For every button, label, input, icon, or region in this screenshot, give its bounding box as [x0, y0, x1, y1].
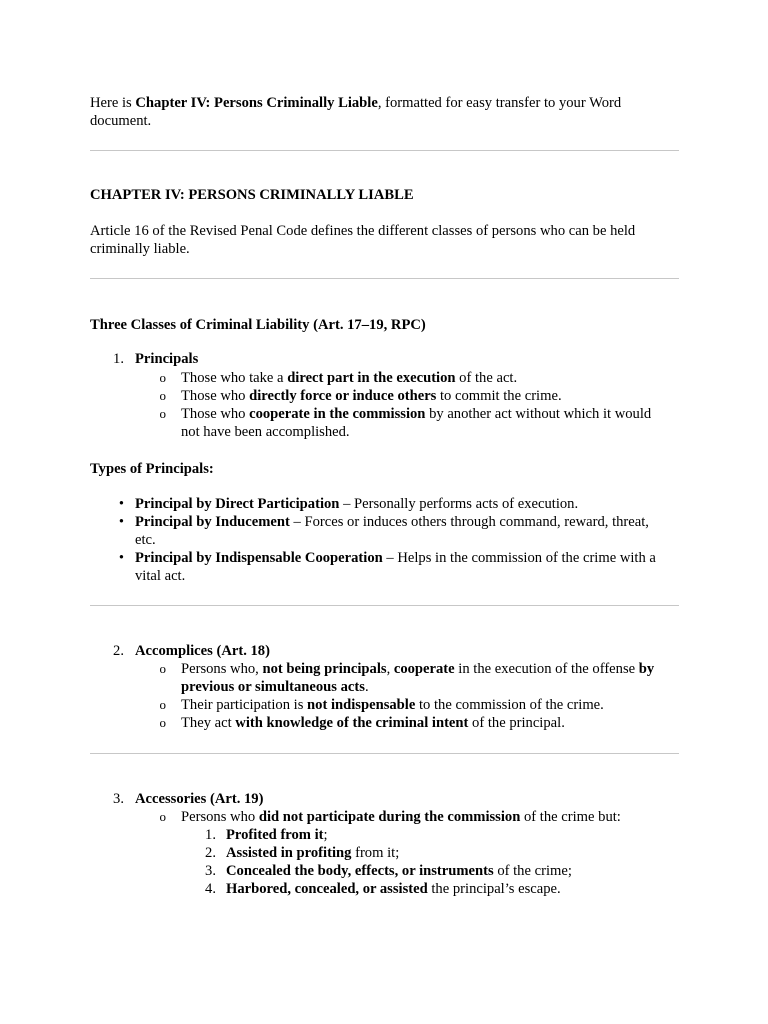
bullet: • [118, 514, 124, 530]
chapter-intro: Article 16 of the Revised Penal Code defines the different classes of persons who can be held criminally liable. [90, 223, 636, 257]
bullet: o [159, 715, 166, 730]
accessories-label: Accessories (Art. 19) [135, 791, 264, 807]
list-number: 2. [113, 643, 124, 659]
list-number: 3. [113, 791, 124, 807]
horizontal-rule [90, 605, 679, 606]
intro-paragraph [90, 94, 680, 130]
types-heading: Types of Principals: [90, 461, 214, 477]
intro-tail: , formatted for easy transfer to your Word document. [90, 95, 622, 129]
bullet: • [118, 496, 124, 512]
classes-heading: Three Classes of Criminal Liability (Art. 17–19, RPC) [90, 317, 426, 333]
bullet: • [118, 550, 124, 566]
bullet: o [159, 388, 166, 403]
bullet: o [159, 809, 166, 824]
list-number: 4. [205, 881, 216, 897]
list-number: 1. [113, 351, 124, 367]
intro-lead: Here is [90, 95, 136, 111]
list-number: 1. [205, 827, 216, 843]
list-number: 3. [205, 863, 216, 879]
accomplices-label: Accomplices (Art. 18) [135, 643, 270, 659]
bullet: o [159, 697, 166, 712]
chapter-heading: CHAPTER IV: PERSONS CRIMINALLY LIABLE [90, 187, 414, 203]
principals-label: Principals [135, 351, 199, 367]
bullet: o [159, 661, 166, 676]
bullet: o [159, 370, 166, 385]
horizontal-rule [90, 278, 679, 279]
list-number: 2. [205, 845, 216, 861]
intro-title: Chapter IV: Persons Criminally Liable [135, 95, 378, 111]
horizontal-rule [90, 753, 679, 754]
document-page: Here is Chapter IV: Persons Criminally Liable, formatted for easy transfer to your Word document. CHAPTER IV: PERSONS CRIMINALLY LIABLE Article 16 of the Revised Penal Code defines the different classes of persons who can be held criminally liable. Three Classes of Criminal Liability (Art. 17–19, RPC) 1. Principals o Those who take a direct part in the execution of the act. o Those who directly force or induce others to commit the crime. o Those who cooperate in the commission by another act without which it would not have been accomplished. Types of Principals: • Principal by Direct Participation – Personally performs acts of execution. • Principal by Inducement – Forces or induces others through command, reward, threat, etc. • Principal by Indispensable Cooperation – Helps in the commission of the crime with a vital act. 2. Accomplices (Art. 18) o Persons who, not being principals, cooperate in the execution of the offense by previous or simultaneous acts. o Their participation is not indispensable to the commission of the crime. o They act with knowledge of the criminal intent of the principal. 3. Accessories (Art. 19) o Persons who did not participate during the commission of the crime but: 1. Profited from it; 2. Assisted in profiting from it; 3. Concealed the body, effects, or instruments of the crime; 4. Harbored, concealed, or assisted the principal’s escape. [0, 0, 768, 1024]
bullet: o [159, 406, 166, 421]
horizontal-rule [90, 150, 679, 151]
